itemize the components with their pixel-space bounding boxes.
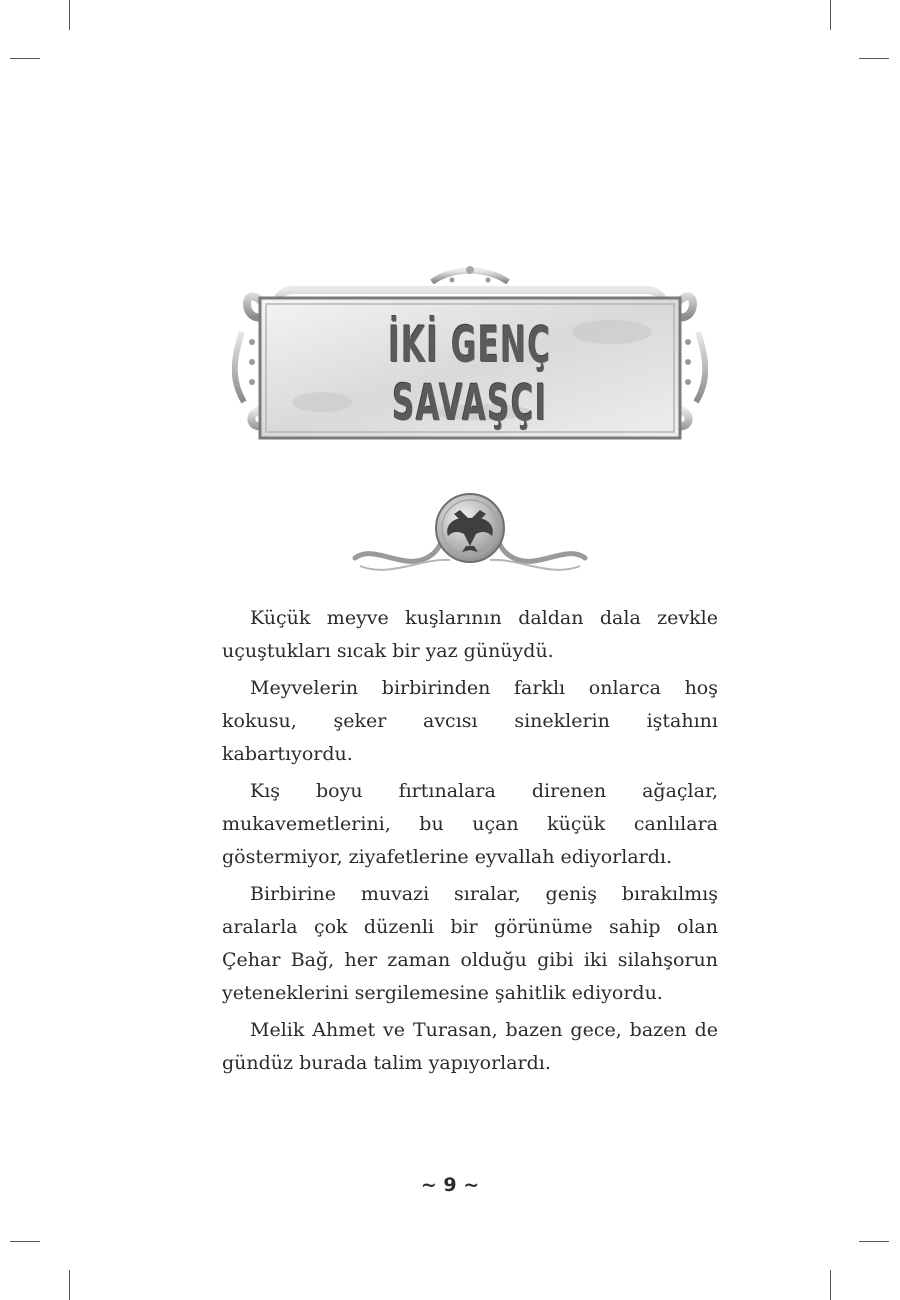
double-headed-eagle-icon bbox=[350, 488, 590, 578]
crop-mark-top-left-vertical bbox=[69, 0, 70, 30]
emblem-ornament bbox=[350, 488, 590, 578]
crop-mark-top-right-vertical bbox=[830, 0, 831, 30]
crop-mark-bottom-right-horizontal bbox=[859, 1241, 889, 1242]
crop-mark-top-left-horizontal bbox=[10, 58, 40, 59]
paragraph: Meyvelerin birbirinden farklı onlarca hoş kokusu, şeker avcısı sineklerin iştahını kabartıyordu. bbox=[222, 677, 718, 765]
chapter-body bbox=[222, 602, 718, 1084]
chapter-title-banner bbox=[232, 262, 708, 458]
paragraph: Melik Ahmet ve Turasan, bazen gece, bazen de gündüz burada talim yapıyorlardı. bbox=[222, 1019, 718, 1074]
chapter-title: İKİ GENÇ SAVAŞÇI bbox=[388, 316, 552, 432]
crop-mark-bottom-left-horizontal bbox=[10, 1241, 40, 1242]
paragraph: Küçük meyve kuşlarının daldan dala zevkle uçuştukları sıcak bir yaz günüydü. bbox=[222, 607, 718, 662]
paragraph: Birbirine muvazi sıralar, geniş bırakılmış aralarla çok düzenli bir görünüme sahip olan Çehar Bağ, her zaman olduğu gibi iki silahşorun yeteneklerini sergilemesine şahitlik ediyordu. bbox=[222, 883, 718, 1004]
crop-mark-top-right-horizontal bbox=[859, 58, 889, 59]
page-number: ~ 9 ~ bbox=[420, 1174, 480, 1196]
paragraph: Kış boyu fırtınalara direnen ağaçlar, mukavemetlerini, bu uçan küçük canlılara göstermiyor, ziyafetlerine eyvallah ediyorlardı. bbox=[222, 780, 718, 868]
crop-mark-bottom-right-vertical bbox=[830, 1270, 831, 1300]
crop-mark-bottom-left-vertical bbox=[69, 1270, 70, 1300]
